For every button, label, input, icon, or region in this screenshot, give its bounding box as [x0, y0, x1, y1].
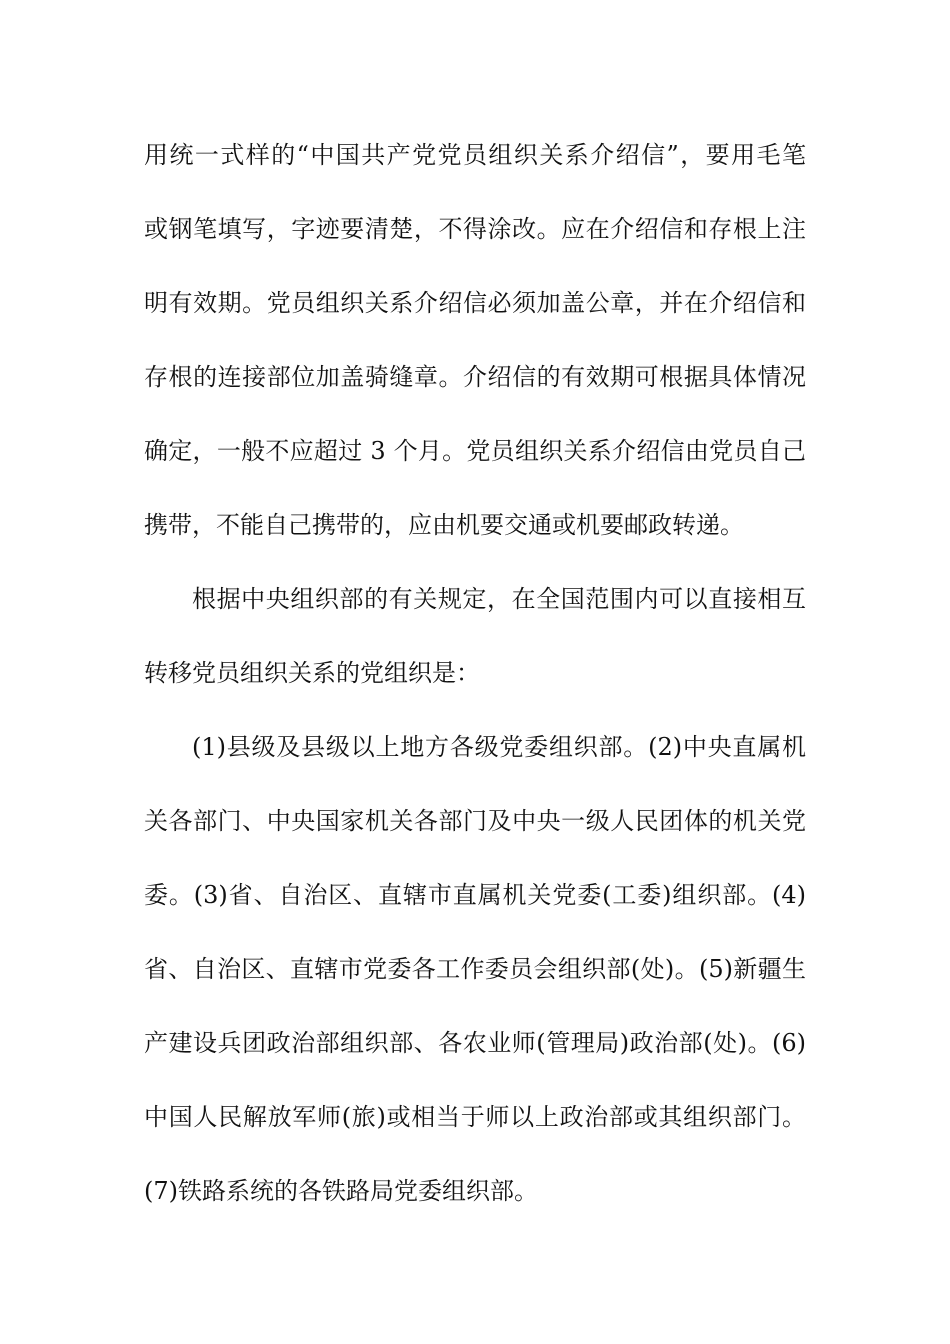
text-line: 存根的连接部位加盖骑缝章。介绍信的有效期可根据具体情况 — [144, 363, 806, 391]
text-line: 转移党员组织关系的党组织是： — [144, 659, 480, 687]
text-line: 用统一式样的“中国共产党党员组织关系介绍信”，要用毛笔 — [144, 141, 806, 169]
text-line: 根据中央组织部的有关规定，在全国范围内可以直接相互 — [192, 585, 806, 613]
text-line: 委。(3)省、自治区、直辖市直属机关党委(工委)组织部。(4) — [144, 881, 806, 909]
text-line: 携带，不能自己携带的，应由机要交通或机要邮政转递。 — [144, 511, 744, 539]
text-line: (7)铁路系统的各铁路局党委组织部。 — [144, 1177, 538, 1205]
text-line: 省、自治区、直辖市党委各工作委员会组织部(处)。(5)新疆生 — [144, 955, 806, 983]
text-line: 或钢笔填写，字迹要清楚，不得涂改。应在介绍信和存根上注 — [144, 215, 806, 243]
document-body — [144, 132, 806, 1242]
text-line: 明有效期。党员组织关系介绍信必须加盖公章，并在介绍信和 — [144, 289, 806, 317]
text-line: 产建设兵团政治部组织部、各农业师(管理局)政治部(处)。(6) — [144, 1029, 806, 1057]
text-line: 确定，一般不应超过 3 个月。党员组织关系介绍信由党员自己 — [144, 437, 806, 465]
text-line: 中国人民解放军师(旅)或相当于师以上政治部或其组织部门。 — [144, 1103, 806, 1131]
text-line: (1)县级及县级以上地方各级党委组织部。(2)中央直属机 — [192, 733, 806, 761]
text-line: 关各部门、中央国家机关各部门及中央一级人民团体的机关党 — [144, 807, 806, 835]
